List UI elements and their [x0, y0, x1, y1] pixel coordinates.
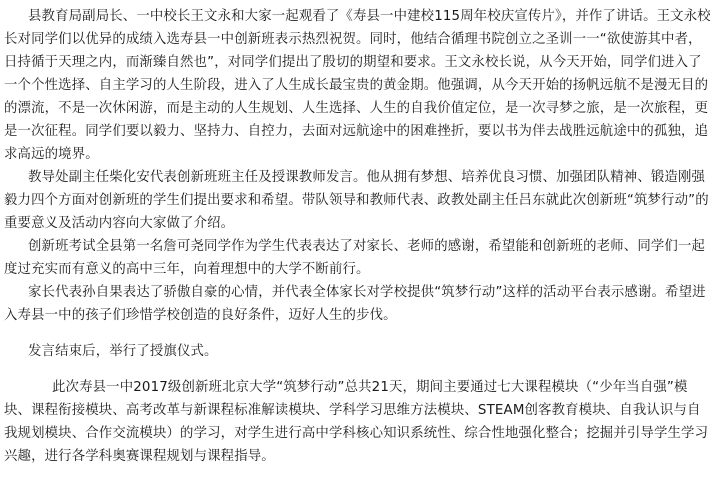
paragraph-principal-speech: 县教育局副局长、一中校长王文永和大家一起观看了《寿县一中建校115周年校庆宣传片》，并作了讲话。王文永校长对同学们以优异的成绩入选寿县一中创新班表示热烈祝贺。同时，他结合循理书院创立之圣训一一“欲使游其中者，日持循于天理之内，而渐臻自然也”，对同学们提出了殷切的期望和要求。王文永校长说，从今天开始，同学们进入了一个个性选择、自主学习的人生阶段，进入了人生成长最宝贵的黄金期。他强调，从今天开始的扬帆远航不是漫无目的的漂流，不是一次休闲游，而是主动的人生规划、人生选择、人生的自我价值定位，是一次寻梦之旅，是一次旅程，更是一次征程。同学们要以毅力、坚持力、自控力，去面对远航途中的困难挫折，要以书为伴去战胜远航途中的孤独，追求高远的境界。: [4, 9, 711, 162]
paragraph-program-summary: 此次寿县一中2017级创新班北京大学“筑梦行动”总共21天，期间主要通过七大课程模块（“少年当自强”模块、课程衔接模块、高考改革与新课程标准解读模块、学科学习思维方法模块、STEAM创客教育模块、自我认识与自我规划模块、合作交流模块）的学习，对学生进行高中学科核心知识系统性、综合性地强化整合；挖掘并引导学生学习兴趣，进行各学科奥赛课程规划与课程指导。: [4, 380, 709, 464]
paragraph-spacer: [4, 363, 714, 376]
paragraph-teacher-speech: 教导处副主任柴化安代表创新班班主任及授课教师发言。他从拥有梦想、培养优良习惯、加强团队精神、锻造刚强毅力四个方面对创新班的学生们提出要求和希望。带队领导和教师代表、政教处副主任吕东就此次创新班“筑梦行动”的重要意义及活动内容向大家做了介绍。: [4, 170, 709, 231]
paragraph-spacer: [4, 327, 714, 340]
paragraph-student-representative: 创新班考试全县第一名詹可尧同学作为学生代表表达了对家长、老师的感谢，希望能和创新班的老师、同学们一起度过充实而有意义的高中三年，向着理想中的大学不断前行。: [4, 239, 706, 277]
paragraph-parent-representative: 家长代表孙自果表达了骄傲自豪的心情，并代表全体家长对学校提供“筑梦行动”这样的活动平台表示感谢。希望进入寿县一中的孩子们珍惜学校创造的良好条件，迈好人生的步伐。: [4, 285, 706, 323]
paragraph-flag-ceremony: 发言结束后，举行了授旗仪式。: [28, 344, 218, 359]
